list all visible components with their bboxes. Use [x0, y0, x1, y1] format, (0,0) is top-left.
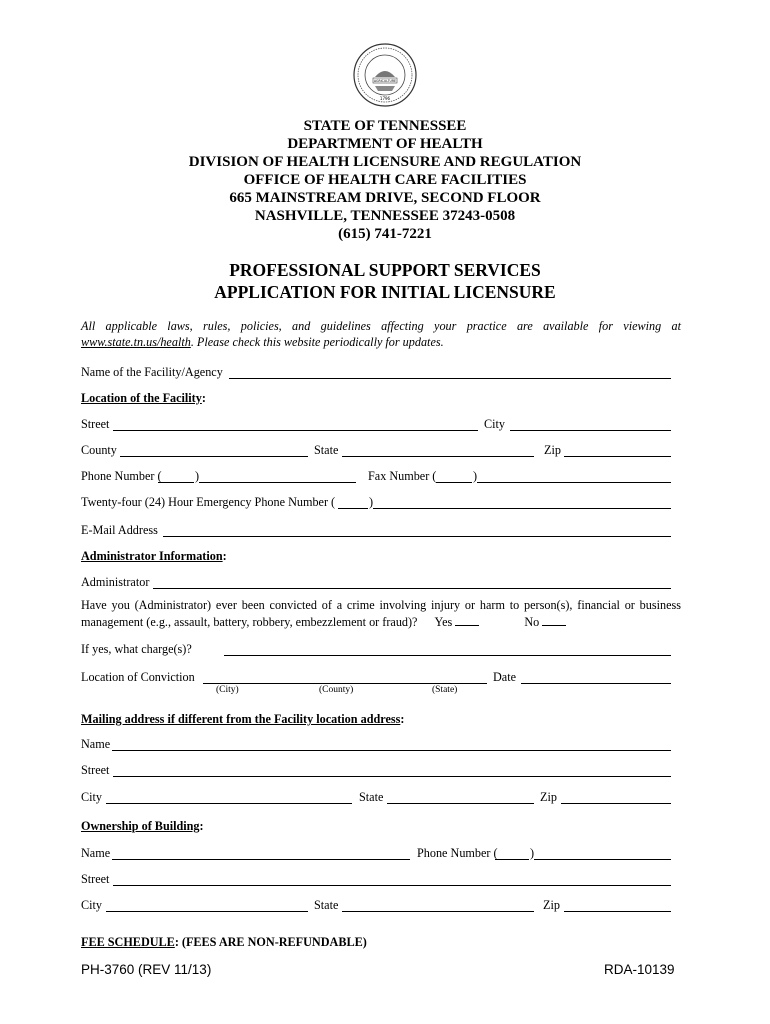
ownership-name-field[interactable] — [112, 846, 410, 860]
location-county-field[interactable] — [120, 443, 308, 457]
sublabel-city: (City) — [216, 685, 239, 695]
emergency-phone-field[interactable] — [373, 495, 671, 509]
emergency-area-code-field[interactable] — [338, 495, 368, 509]
location-zip-field[interactable] — [564, 443, 671, 457]
health-website-link[interactable]: www.state.tn.us/health — [81, 335, 191, 349]
header-line-phone: (615) 741-7221 — [338, 226, 432, 242]
header-line-office: OFFICE OF HEALTH CARE FACILITIES — [243, 172, 527, 188]
mailing-zip-field[interactable] — [561, 790, 671, 804]
rda-number: RDA-10139 — [604, 962, 675, 977]
facility-name-label: Name of the Facility/Agency — [81, 365, 223, 379]
header-line-address: 665 MAINSTREAM DRIVE, SECOND FLOOR — [229, 190, 541, 206]
ownership-zip-field[interactable] — [564, 898, 671, 912]
intro-paragraph: All applicable laws, rules, policies, and guidelines affecting your practice are available for viewing at www.state.tn.us/health. Please check this website periodically for updates. — [81, 319, 681, 349]
fax-area-code-field[interactable] — [436, 469, 472, 483]
fee-schedule-heading: FEE SCHEDULE: (FEES ARE NON-REFUNDABLE) — [81, 935, 367, 949]
mailing-city-field[interactable] — [106, 790, 352, 804]
ownership-state-field[interactable] — [342, 898, 534, 912]
svg-text:1796: 1796 — [379, 96, 391, 101]
header-line-state: STATE OF TENNESSEE — [303, 118, 467, 134]
svg-text:AGRICULTURE: AGRICULTURE — [373, 79, 397, 83]
location-state-field[interactable] — [342, 443, 534, 457]
section-ownership-heading: Ownership of Building: — [81, 819, 204, 833]
tennessee-seal-icon — [353, 43, 417, 107]
header-line-department: DEPARTMENT OF HEALTH — [287, 136, 483, 152]
mailing-street-field[interactable] — [113, 763, 671, 777]
mailing-name-field[interactable] — [112, 737, 671, 751]
mailing-state-field[interactable] — [387, 790, 534, 804]
section-location-heading: Location of the Facility: — [81, 391, 206, 405]
ownership-phone-field[interactable] — [534, 846, 671, 860]
form-title-line1: PROFESSIONAL SUPPORT SERVICES — [229, 260, 541, 280]
location-street-field[interactable] — [113, 417, 478, 431]
application-form-page: AGRICULTURE 1796 STATE OF TENNESSEE DEPARTMENT OF HEALTH DIVISION OF HEALTH LICENSURE AND REGULATION OFFICE OF HEALTH CARE FACILITIES 665 MAINSTREAM DRIVE, SECOND FLOOR NASHVILLE, TENNESSEE 37243-0508 (615) 741-7221 PROFESSIONAL SUPPORT SERVICES APPLICATION FOR INITIAL LICENSURE All applicable laws, rules, policies, and guidelines affecting your practice are available for viewing at www.state.tn.us/health. Please check this website periodically for updates. Name of the Facility/Agency Location of the Facility: Street City County State Zip Phone Number ( ) Fax Number ( ) Twenty-four (24) Hour Emergency Phone Number ( ) E-Mail Address Administrator Information: Administrator Have you (Administrator) ever been convicted of a crime involving injury or harm to person(s), financial or business management (e.g., assault, battery, robbery, embezzlement or fraud)? Yes No If yes, what charge(s)? Location of Conviction Date (City) (County) (State) Mailing address if different from the Facility location address: Name Street City State Zip Ownership of Building: Name Phone Number ( ) Street City State Zip FEE SCHEDULE: (FEES ARE NON-REFUNDABLE) PH-3760 (REV 11/13) RDA-10139 — [0, 0, 770, 1024]
section-mailing-heading: Mailing address if different from the Facility location address: — [81, 712, 405, 726]
ownership-street-field[interactable] — [113, 872, 671, 886]
phone-area-code-field[interactable] — [158, 469, 194, 483]
header-line-city: NASHVILLE, TENNESSEE 37243-0508 — [254, 208, 516, 224]
ownership-area-code-field[interactable] — [495, 846, 529, 860]
conviction-date-field[interactable] — [521, 670, 671, 684]
conviction-yes-field[interactable] — [455, 614, 479, 626]
administrator-field[interactable] — [153, 575, 671, 589]
ownership-city-field[interactable] — [106, 898, 308, 912]
section-administrator-heading: Administrator Information: — [81, 549, 227, 563]
conviction-no-field[interactable] — [542, 614, 566, 626]
conviction-question: Have you (Administrator) ever been convicted of a crime involving injury or harm to person(s), financial or business management (e.g., assault, battery, robbery, embezzlement or fraud)? Yes No — [81, 598, 681, 629]
form-title-line2: APPLICATION FOR INITIAL LICENSURE — [214, 282, 556, 302]
location-city-field[interactable] — [510, 417, 671, 431]
fax-number-field[interactable] — [477, 469, 671, 483]
conviction-location-field[interactable] — [203, 670, 487, 684]
phone-number-field[interactable] — [199, 469, 356, 483]
email-field[interactable] — [163, 523, 671, 537]
charges-field[interactable] — [224, 642, 671, 656]
sublabel-county: (County) — [319, 685, 354, 695]
sublabel-state: (State) — [432, 685, 458, 695]
header-line-division: DIVISION OF HEALTH LICENSURE AND REGULATION — [188, 154, 582, 170]
form-number: PH-3760 (REV 11/13) — [81, 962, 212, 977]
facility-name-field[interactable] — [229, 365, 671, 379]
